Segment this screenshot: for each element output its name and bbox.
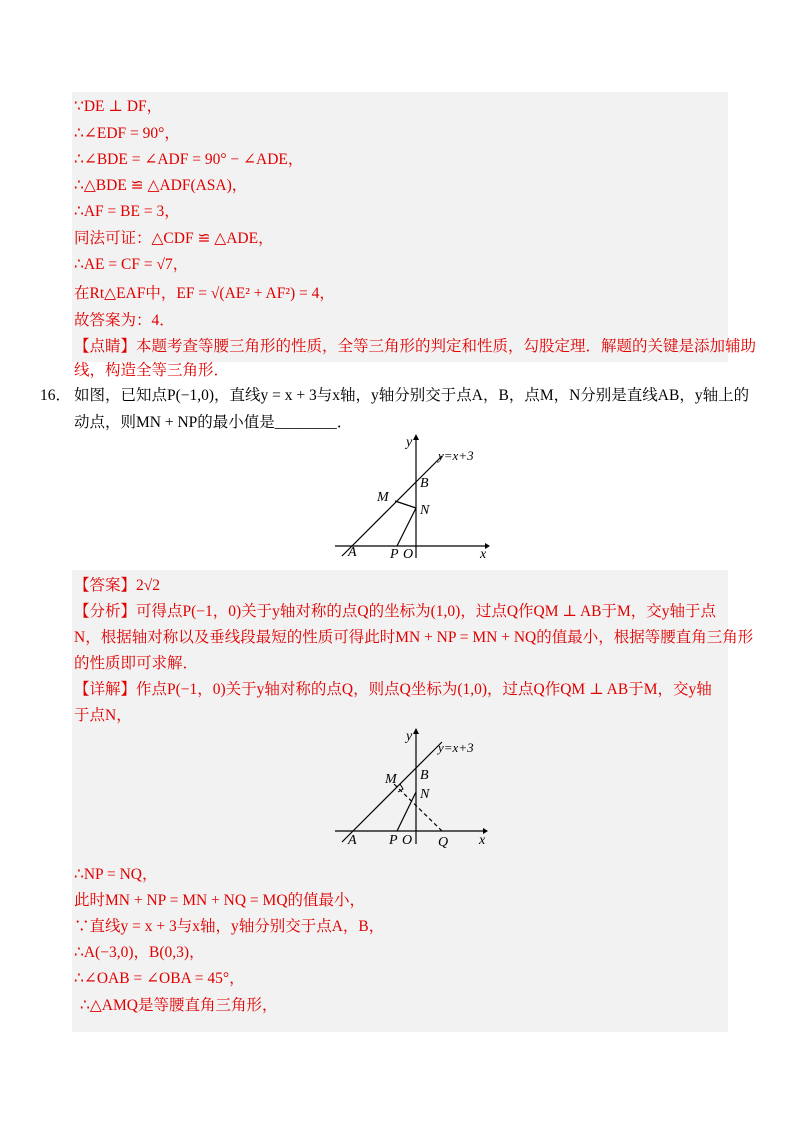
point-label-P: P	[390, 547, 399, 562]
proof-line: ∵直线y = x + 3与x轴，y轴分别交于点A，B，	[74, 918, 385, 935]
proof-line: ∴AE = CF = √7，	[74, 256, 189, 273]
point-label-B: B	[420, 476, 429, 491]
analysis-line: 【分析】可得点P(−1，0)关于y轴对称的点Q的坐标为(1,0)，过点Q作QM ⊥ AB于M，交y轴于点	[74, 603, 717, 620]
question-text: 如图，已知点P(−1,0)，直线y = x + 3与x轴，y轴分别交于点A，B，点M，N分别是直线AB，y轴上的	[74, 387, 750, 404]
comment-line: 线，构造全等三角形．	[74, 362, 230, 379]
point-label-O: O	[402, 833, 413, 848]
point-label-M: M	[385, 772, 397, 787]
proof-line: ∵DE ⊥ DF，	[74, 98, 163, 115]
proof-line: 同法可证：△CDF ≌ △ADE，	[74, 230, 274, 247]
question-text: 动点，则MN + NP的最小值是________．	[74, 414, 353, 431]
proof-line: 在Rt△EAF中，EF = √(AE² + AF²) = 4，	[74, 285, 335, 302]
proof-line: ∴∠OAB = ∠OBA = 45°，	[74, 970, 245, 987]
point-label-A: A	[348, 545, 357, 560]
comment-line: 【点睛】本题考查等腰三角形的性质，全等三角形的判定和性质，勾股定理．解题的关键是添加辅助	[74, 338, 757, 355]
detail-line: 于点N，	[74, 707, 132, 724]
x-axis-label: x	[480, 547, 487, 562]
proof-line: ∴△AMQ是等腰直角三角形，	[80, 997, 278, 1014]
detail-line: 【详解】作点P(−1，0)关于y轴对称的点Q，则点Q坐标为(1,0)，过点Q作QM ⊥ AB于M，交y轴	[74, 681, 712, 698]
analysis-line: N，根据轴对称以及垂线段最短的性质可得此时MN + NP = MN + NQ的值最小，根据等腰直角三角形	[74, 629, 754, 646]
y-axis-label: y	[406, 435, 413, 450]
x-axis-label: x	[479, 833, 486, 848]
answer-line: 故答案为：4．	[74, 312, 175, 329]
proof-line: ∴A(−3,0)，B(0,3)，	[74, 944, 205, 961]
proof-line: ∴∠EDF = 90°，	[74, 125, 180, 142]
line-label: y=x+3	[438, 740, 474, 755]
point-label-N: N	[420, 503, 430, 518]
proof-line: ∴∠BDE = ∠ADF = 90° − ∠ADE，	[74, 151, 304, 168]
y-axis-label: y	[406, 729, 413, 744]
point-label-M: M	[377, 490, 389, 505]
question-figure	[330, 432, 500, 562]
solution-figure	[330, 726, 500, 854]
question-number: 16．	[40, 387, 72, 404]
answer-line: 【答案】2√2	[74, 577, 161, 594]
point-label-N: N	[420, 787, 430, 802]
point-label-O: O	[403, 547, 414, 562]
proof-line: 此时MN + NP = MN + NQ = MQ的值最小，	[74, 892, 366, 909]
analysis-line: 的性质即可求解．	[74, 655, 199, 672]
point-label-Q: Q	[438, 835, 449, 850]
proof-line: ∴NP = NQ，	[74, 866, 158, 883]
line-label: y=x+3	[438, 448, 474, 463]
point-label-A: A	[348, 833, 357, 848]
proof-line: ∴△BDE ≌ △ADF(ASA)，	[74, 177, 248, 194]
point-label-P: P	[389, 833, 398, 848]
proof-line: ∴AF = BE = 3，	[74, 203, 180, 220]
point-label-B: B	[420, 768, 429, 783]
